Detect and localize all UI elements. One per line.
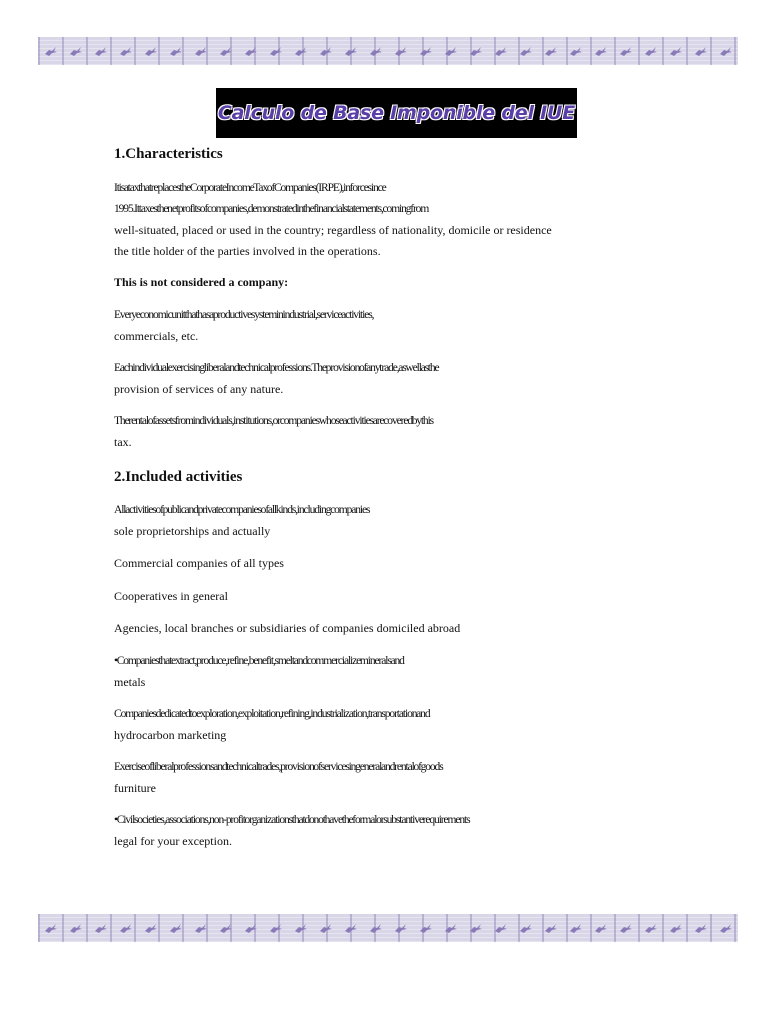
bird-ornament-icon [119,45,133,57]
bird-ornament-icon [169,45,183,57]
bird-ornament-icon [244,45,258,57]
bird-ornament-icon [319,45,333,57]
bird-ornament-icon [469,45,483,57]
bird-ornament-icon [619,45,633,57]
paragraph: This is not considered a company: [114,275,289,289]
bird-ornament-icon [594,45,608,57]
bird-ornament-icon [144,922,158,934]
bird-ornament-icon [669,922,683,934]
bird-ornament-icon [719,45,733,57]
bird-ornament-icon [444,45,458,57]
bird-ornament-icon [344,45,358,57]
bird-ornament-icon [44,922,58,934]
paragraph: Agencies, local branches or subsidiaries of companies domiciled abroad [114,621,461,635]
bird-ornament-icon [519,45,533,57]
bird-ornament-icon [594,922,608,934]
bird-ornament-icon [619,922,633,934]
bird-ornament-icon [644,45,658,57]
bird-ornament-icon [544,45,558,57]
bird-ornament-icon [444,922,458,934]
paragraph: Exercise of liberal professions and technical trades, provision of services in general and rental of goods furniture [114,761,443,795]
bird-ornament-icon [69,45,83,57]
bird-ornament-icon [519,922,533,934]
bird-ornament-icon [294,922,308,934]
bird-ornament-icon [469,922,483,934]
bird-ornament-icon [94,45,108,57]
bird-ornament-icon [694,922,708,934]
bird-ornament-icon [194,45,208,57]
paragraph: • Companies that extract, produce, refine, benefit, smelt and commercialize minerals and metals [114,655,404,689]
title-banner [216,88,577,138]
bird-ornament-icon [194,922,208,934]
bird-ornament-icon [219,45,233,57]
bird-ornament-icon [219,922,233,934]
decorative-border-bottom [38,914,738,942]
bird-ornament-icon [419,922,433,934]
bird-ornament-icon [319,922,333,934]
section-heading-included-activities: 2.Included activities [114,469,243,485]
document-title: Calculo de Base Imponible del IUE [217,102,576,124]
bird-ornament-icon [169,922,183,934]
bird-ornament-icon [669,45,683,57]
bird-ornament-icon [294,45,308,57]
paragraph: Companies dedicated to exploration, exploitation, refining, industrialization, transportation and hydrocarbon marketing [114,708,430,742]
paragraph: Cooperatives in general [114,589,228,603]
bird-ornament-icon [344,922,358,934]
bird-ornament-icon [244,922,258,934]
bird-ornament-icon [719,922,733,934]
bird-ornament-icon [494,45,508,57]
bird-ornament-icon [569,922,583,934]
paragraph: • Civil societies, associations, non-profit organizations that do not have the formal or substantive requirements legal for your exception. [114,814,470,848]
bird-ornament-icon [44,45,58,57]
paragraph: Each individual exercising liberal and technical professions. The provision of any trade, as well as the provision of services of any nature. [114,362,439,396]
bird-ornament-icon [144,45,158,57]
bird-ornament-icon [369,922,383,934]
paragraph: The rental of assets from individuals, institutions, or companies whose activities are covered by this tax. [114,415,434,449]
bird-ornament-icon [69,922,83,934]
bird-ornament-icon [394,922,408,934]
bird-ornament-icon [544,922,558,934]
paragraph: All activities of public and private companies of all kinds, including companies sole proprietorships and actually [114,504,370,538]
bird-ornament-icon [119,922,133,934]
bird-ornament-icon [694,45,708,57]
bird-ornament-icon [569,45,583,57]
bird-ornament-icon [644,922,658,934]
bird-ornament-icon [419,45,433,57]
bird-ornament-icon [94,922,108,934]
bird-ornament-icon [269,922,283,934]
bird-ornament-icon [394,45,408,57]
bird-ornament-icon [269,45,283,57]
paragraph: Every economic unit that has a productive system in industrial, service activities, commercials, etc. [114,309,374,343]
bird-ornament-icon [494,922,508,934]
paragraph: It is a tax that replaces the Corporate Income Tax of Companies (IRPE), in force since 1995. It taxes the net profits of companies, demonstrated in the financial statements, coming from well-situated, placed or used in the country; regardless of nationality, domicile or residence the title holder of the parties involved in the operations. [114,182,552,258]
decorative-border-top [38,37,738,65]
section-heading-characteristics: 1.Characteristics [114,146,223,162]
paragraph: Commercial companies of all types [114,556,284,570]
bird-ornament-icon [369,45,383,57]
